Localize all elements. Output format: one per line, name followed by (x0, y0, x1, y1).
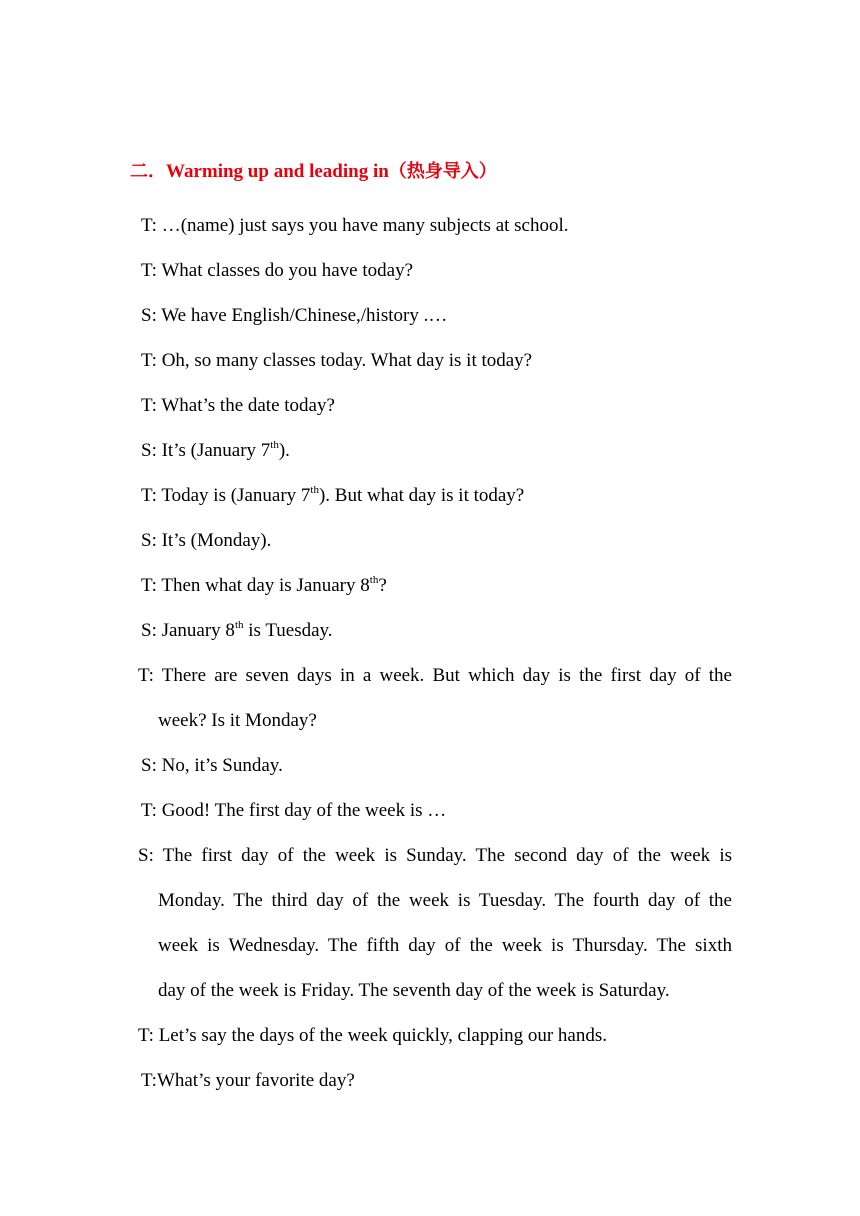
dialogue-line-continued: day of the week is Friday. The seventh day of the week is Saturday. (158, 980, 670, 1001)
line-text: ). (278, 440, 290, 461)
line-text: T: Today is (January 7 (141, 485, 311, 506)
dialogue-line-continued: week? Is it Monday? (158, 710, 317, 731)
dialogue-line (138, 608, 732, 653)
dialogue-line (138, 428, 732, 473)
dialogue-line: T:What’s your favorite day? (141, 1070, 355, 1091)
dialogue-line: S: No, it’s Sunday. (141, 755, 283, 776)
dialogue-line (138, 563, 732, 608)
heading-title: Warming up and leading in (166, 161, 389, 182)
line-text: ). But what day is it today? (318, 485, 525, 506)
dialogue-line-continued: Monday. The third day of the week is Tuesday. The fourth day of the (158, 890, 732, 911)
dialogue-line: T: What’s the date today? (141, 395, 335, 416)
ordinal-suffix: th (310, 484, 319, 496)
ordinal-suffix: th (369, 574, 379, 586)
line-text: ? (378, 575, 387, 596)
dialogue-line (138, 473, 732, 518)
line-text: is Tuesday. (243, 620, 333, 641)
dialogue-line: S: We have English/Chinese,/history .… (141, 305, 448, 326)
dialogue-body (138, 203, 732, 1103)
section-heading (130, 158, 497, 186)
dialogue-line: T: Let’s say the days of the week quickly, clapping our hands. (138, 1025, 608, 1046)
dialogue-line: T: There are seven days in a week. But which day is the first day of the (138, 665, 732, 686)
dialogue-line: T: What classes do you have today? (141, 260, 414, 281)
line-text: S: It’s (January 7 (141, 440, 271, 461)
heading-chinese: （热身导入） (388, 161, 497, 182)
ordinal-suffix: th (270, 439, 279, 451)
dialogue-line-continued: week is Wednesday. The fifth day of the week is Thursday. The sixth (158, 935, 732, 956)
dialogue-line: S: The first day of the week is Sunday. The second day of the week is (138, 845, 732, 866)
dialogue-line: T: Oh, so many classes today. What day is it today? (141, 350, 533, 371)
line-text: S: January 8 (141, 620, 235, 641)
dialogue-line: T: Good! The first day of the week is … (141, 800, 447, 821)
dialogue-line: T: …(name) just says you have many subjects at school. (141, 215, 569, 236)
heading-number: 二． (130, 161, 166, 182)
line-text: T: Then what day is January 8 (141, 575, 370, 596)
ordinal-suffix: th (234, 619, 244, 631)
dialogue-line: S: It’s (Monday). (141, 530, 272, 551)
